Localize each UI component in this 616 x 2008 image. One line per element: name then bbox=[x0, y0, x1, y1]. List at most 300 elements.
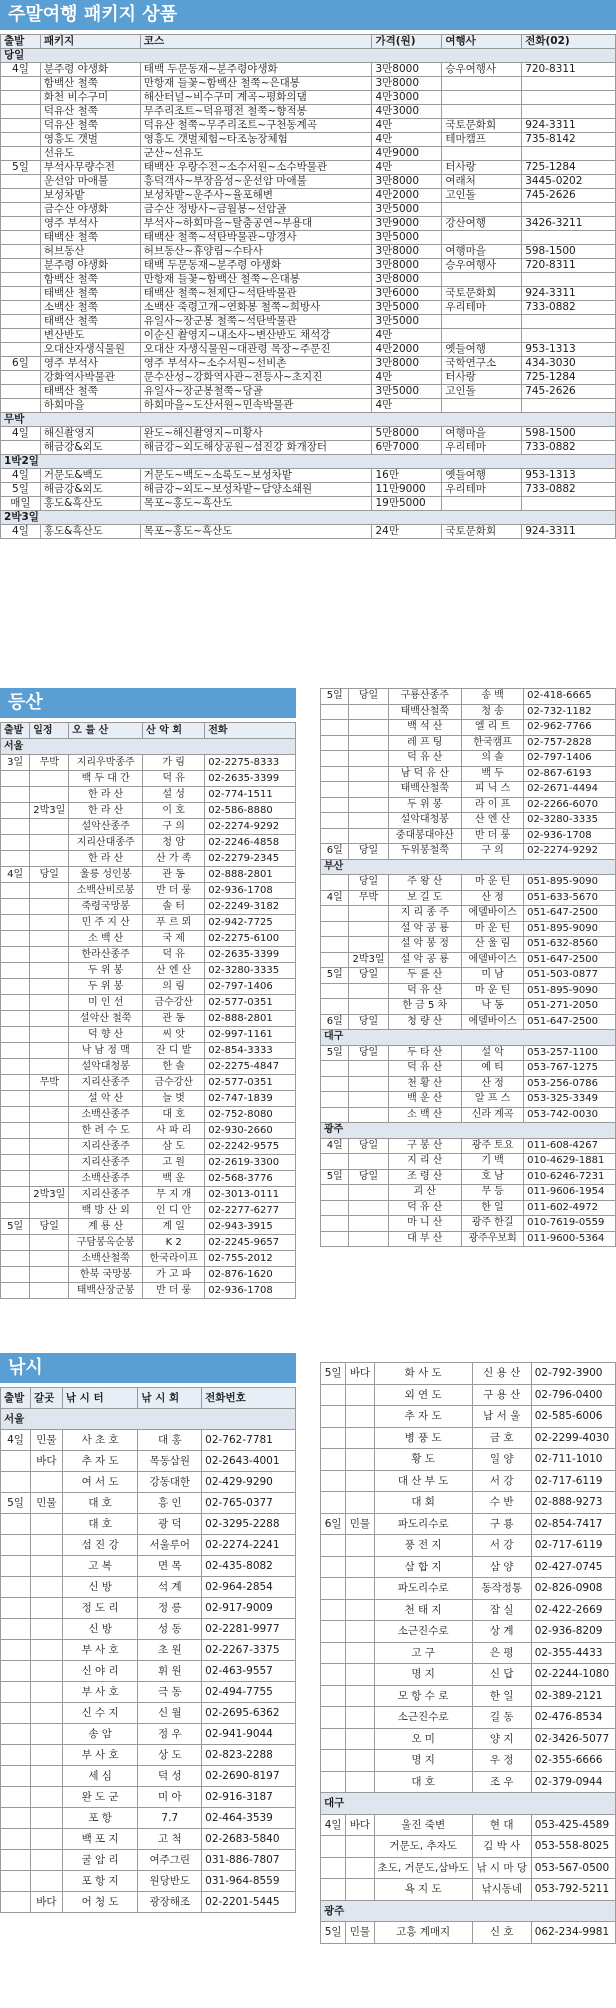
table-cell bbox=[346, 1621, 374, 1643]
table-row bbox=[321, 937, 616, 953]
table-cell: 3만5000 bbox=[372, 315, 442, 329]
table-cell: 괴 산 bbox=[388, 1185, 462, 1201]
table-cell: 051-632-8560 bbox=[524, 937, 616, 953]
table-cell bbox=[1, 979, 30, 995]
table-cell: 4만2000 bbox=[372, 343, 442, 357]
table-cell: 4일 bbox=[321, 890, 349, 906]
table-cell: 한국캠프 bbox=[462, 735, 524, 751]
table-cell: 434-3030 bbox=[522, 357, 616, 371]
table-cell: 02-463-9557 bbox=[202, 1661, 296, 1682]
table-cell: 죽령국망봉 bbox=[69, 899, 143, 915]
table-row bbox=[1, 1682, 296, 1703]
table-cell: 옛들여행 bbox=[442, 469, 522, 483]
fishing-grid-left bbox=[0, 1387, 296, 1913]
table-cell: 소백산종주 bbox=[69, 1171, 143, 1187]
table-cell: 해금강~외도해상공원~섬진강 화개장터 bbox=[140, 441, 372, 455]
table-cell: 051-647-2500 bbox=[524, 952, 616, 968]
table-cell: 02-762-7781 bbox=[202, 1430, 296, 1451]
table-cell bbox=[30, 1850, 62, 1871]
table-cell: 승우여행사 bbox=[442, 259, 522, 273]
table-row bbox=[321, 1107, 616, 1123]
table-cell: 운선암 마애불 bbox=[40, 175, 140, 189]
table-cell: 고인돌 bbox=[442, 189, 522, 203]
table-cell: 053-792-5211 bbox=[531, 1879, 615, 1901]
table-row bbox=[1, 175, 616, 189]
section-label: 광주 bbox=[321, 1123, 616, 1139]
table-cell: 낙 남 정 맥 bbox=[69, 1043, 143, 1059]
table-cell: 일 양 bbox=[472, 1449, 531, 1471]
table-cell: 완도~해신촬영지~미황사 bbox=[140, 427, 372, 441]
table-cell: 여행마을 bbox=[442, 245, 522, 259]
table-cell: 당일 bbox=[349, 875, 388, 891]
table-cell: 영흥도 갯벌 bbox=[40, 133, 140, 147]
table-cell: 구 룡 bbox=[472, 1513, 531, 1535]
table-cell: 산 울 림 bbox=[462, 937, 524, 953]
table-cell: 011-9606-1954 bbox=[524, 1185, 616, 1201]
table-cell bbox=[30, 1011, 69, 1027]
table-cell: 잠 실 bbox=[472, 1599, 531, 1621]
table-cell: 보 길 도 bbox=[388, 890, 462, 906]
table-cell: 오대산 자생식물원~대관령 목장~주문진 bbox=[140, 343, 372, 357]
table-cell: 산 정 bbox=[462, 1076, 524, 1092]
table-cell: 산 엔 산 bbox=[462, 813, 524, 829]
table-cell: 02-854-7417 bbox=[531, 1513, 615, 1535]
table-cell bbox=[1, 399, 41, 413]
table-cell bbox=[522, 497, 616, 511]
table-cell bbox=[1, 315, 41, 329]
table-row bbox=[321, 1014, 616, 1030]
table-row bbox=[1, 231, 616, 245]
table-row bbox=[1, 441, 616, 455]
table-cell bbox=[1, 1724, 31, 1745]
table-cell: 031-886-7807 bbox=[202, 1850, 296, 1871]
table-cell bbox=[349, 751, 388, 767]
table-cell: 승우여행사 bbox=[442, 63, 522, 77]
table-cell bbox=[1, 371, 41, 385]
table-row bbox=[1, 851, 296, 867]
table-cell: 병 풍 도 bbox=[374, 1427, 472, 1449]
table-cell: 예 티 bbox=[462, 1061, 524, 1077]
hiking-grid-right bbox=[320, 688, 616, 1247]
table-cell: 02-3280-3335 bbox=[524, 813, 616, 829]
table-cell: 반 더 룽 bbox=[143, 883, 205, 899]
table-cell: 파도리수로 bbox=[374, 1513, 472, 1535]
table-cell: 720-8311 bbox=[522, 63, 616, 77]
table-row bbox=[1, 1703, 296, 1724]
table-cell: 02-876-1620 bbox=[205, 1267, 296, 1283]
table-cell: 지리산종주 bbox=[69, 1075, 143, 1091]
table-cell bbox=[1, 1283, 30, 1299]
table-row bbox=[1, 259, 616, 273]
table-cell: 4일 bbox=[1, 867, 30, 883]
table-cell: 4만 bbox=[372, 399, 442, 413]
table-cell: 청 암 bbox=[143, 835, 205, 851]
table-cell bbox=[442, 273, 522, 287]
table-row bbox=[1, 1139, 296, 1155]
table-cell bbox=[1, 1251, 30, 1267]
table-cell bbox=[349, 1200, 388, 1216]
table-cell: 02-2643-4001 bbox=[202, 1451, 296, 1472]
table-cell: 분주령 야생화 bbox=[40, 259, 140, 273]
table-cell bbox=[346, 1879, 374, 1901]
table-row bbox=[1, 995, 296, 1011]
table-cell bbox=[346, 1750, 374, 1772]
table-cell: 설악대청봉 bbox=[388, 813, 462, 829]
table-cell: 국학연구소 bbox=[442, 357, 522, 371]
table-cell bbox=[1, 1267, 30, 1283]
table-cell: 해산터널~비수구미 계곡~평화의댐 bbox=[140, 91, 372, 105]
table-row bbox=[321, 1771, 616, 1793]
table-cell: 목동삼원 bbox=[138, 1451, 202, 1472]
table-cell: 6일 bbox=[321, 1014, 349, 1030]
table-row bbox=[1, 203, 616, 217]
table-cell bbox=[1, 1682, 31, 1703]
table-row bbox=[321, 1599, 616, 1621]
table-cell: 거문도, 추자도 bbox=[374, 1836, 472, 1858]
table-cell: 포 항 bbox=[62, 1808, 138, 1829]
table-cell bbox=[321, 797, 349, 813]
table-cell bbox=[522, 315, 616, 329]
table-cell bbox=[321, 1200, 349, 1216]
table-row bbox=[1, 1850, 296, 1871]
table-row bbox=[1, 469, 616, 483]
table-cell: 02-427-0745 bbox=[531, 1556, 615, 1578]
table-cell: 4일 bbox=[1, 469, 41, 483]
table-cell bbox=[1, 1059, 30, 1075]
table-cell bbox=[321, 766, 349, 782]
table-cell bbox=[30, 819, 69, 835]
column-header: 코스 bbox=[140, 35, 372, 49]
section-label: 서울 bbox=[1, 1409, 296, 1430]
table-cell bbox=[30, 1724, 62, 1745]
table-cell: 천 태 지 bbox=[374, 1599, 472, 1621]
table-cell: 마 운 틴 bbox=[462, 983, 524, 999]
table-cell: 유일사~장군봉 철쭉~석탄박물관 bbox=[140, 315, 372, 329]
table-row bbox=[321, 1664, 616, 1686]
table-cell: 3만5000 bbox=[372, 231, 442, 245]
table-row bbox=[1, 77, 616, 91]
table-cell: 신라 계곡 bbox=[462, 1107, 524, 1123]
table-cell: K 2 bbox=[143, 1235, 205, 1251]
table-cell: 백 석 산 bbox=[388, 720, 462, 736]
table-cell: 의 림 bbox=[143, 979, 205, 995]
table-cell: 마 운 틴 bbox=[462, 875, 524, 891]
table-cell: 02-936-1708 bbox=[205, 1283, 296, 1299]
table-row bbox=[1, 1235, 296, 1251]
table-cell: 영주 부석사 bbox=[40, 357, 140, 371]
table-cell bbox=[442, 497, 522, 511]
table-cell bbox=[346, 1449, 374, 1471]
table-cell: 남 서 울 bbox=[472, 1406, 531, 1428]
table-cell: 두 위 봉 bbox=[388, 797, 462, 813]
table-cell: 허브동산~휴양림~수타사 bbox=[140, 245, 372, 259]
table-row bbox=[1, 1203, 296, 1219]
table-cell: 삼 합 지 bbox=[374, 1556, 472, 1578]
table-cell: 태백산장군봉 bbox=[69, 1283, 143, 1299]
table-cell: 02-476-8534 bbox=[531, 1707, 615, 1729]
table-row bbox=[1, 803, 296, 819]
table-cell: 대 홍 bbox=[138, 1430, 202, 1451]
table-cell: 신 방 bbox=[62, 1619, 138, 1640]
table-cell: 02-2635-3399 bbox=[205, 771, 296, 787]
table-cell: 02-774-1511 bbox=[205, 787, 296, 803]
table-cell: 두 위 봉 bbox=[69, 979, 143, 995]
table-row bbox=[1, 1514, 296, 1535]
table-row bbox=[321, 1449, 616, 1471]
table-cell: 초 원 bbox=[138, 1640, 202, 1661]
table-cell bbox=[30, 771, 69, 787]
table-cell: 053-767-1275 bbox=[524, 1061, 616, 1077]
table-cell: 덕 유 산 bbox=[388, 983, 462, 999]
table-cell bbox=[321, 720, 349, 736]
table-cell: 변산반도 bbox=[40, 329, 140, 343]
table-cell bbox=[30, 1027, 69, 1043]
table-cell: 늘 벗 bbox=[143, 1091, 205, 1107]
table-cell: 지리산종주 bbox=[69, 1187, 143, 1203]
table-cell bbox=[1, 1451, 31, 1472]
table-cell bbox=[349, 782, 388, 798]
table-cell: 5일 bbox=[1, 1219, 30, 1235]
table-cell: 24만 bbox=[372, 525, 442, 539]
table-row bbox=[321, 875, 616, 891]
table-cell: 서 강 bbox=[472, 1535, 531, 1557]
table-cell: 정 릉 bbox=[138, 1598, 202, 1619]
table-row bbox=[1, 931, 296, 947]
table-cell: 구담봉옥순봉 bbox=[69, 1235, 143, 1251]
table-cell: 미 인 선 bbox=[69, 995, 143, 1011]
table-cell: 여 서 도 bbox=[62, 1472, 138, 1493]
table-row bbox=[1, 147, 616, 161]
table-row bbox=[321, 1535, 616, 1557]
table-cell: 무박 bbox=[30, 1075, 69, 1091]
column-header: 출발 bbox=[1, 35, 41, 49]
table-row bbox=[1, 189, 616, 203]
table-cell: 화 사 도 bbox=[374, 1363, 472, 1385]
table-cell: 설악산종주 bbox=[69, 819, 143, 835]
table-cell bbox=[349, 813, 388, 829]
table-cell bbox=[1, 915, 30, 931]
table-cell bbox=[442, 147, 522, 161]
table-cell bbox=[321, 983, 349, 999]
table-cell: 화천 비수구미 bbox=[40, 91, 140, 105]
table-row bbox=[1, 1766, 296, 1787]
table-row bbox=[321, 1750, 616, 1772]
table-cell: 옛들여행 bbox=[442, 343, 522, 357]
table-row bbox=[1, 1219, 296, 1235]
table-cell: 소백산 철쭉 bbox=[40, 301, 140, 315]
table-cell: 한라산종주 bbox=[69, 947, 143, 963]
table-cell: 선유도 bbox=[40, 147, 140, 161]
table-cell bbox=[1, 899, 30, 915]
header-row bbox=[1, 1388, 296, 1409]
table-cell bbox=[1, 803, 30, 819]
table-cell bbox=[321, 1185, 349, 1201]
table-row bbox=[1, 91, 616, 105]
table-cell: 태백산철쭉 bbox=[388, 704, 462, 720]
table-cell: 02-3013-0111 bbox=[205, 1187, 296, 1203]
table-row bbox=[1, 963, 296, 979]
table-cell: 지 리 종 주 bbox=[388, 906, 462, 922]
table-row bbox=[321, 751, 616, 767]
table-cell: 02-2274-9292 bbox=[205, 819, 296, 835]
table-cell: 수 반 bbox=[472, 1492, 531, 1514]
table-cell: 02-2277-6277 bbox=[205, 1203, 296, 1219]
table-cell: 국토문화회 bbox=[442, 119, 522, 133]
table-row bbox=[1, 1871, 296, 1892]
table-cell: 02-2201-5445 bbox=[202, 1892, 296, 1913]
table-cell bbox=[321, 1154, 349, 1170]
table-row bbox=[321, 1138, 616, 1154]
table-cell: 바다 bbox=[346, 1814, 374, 1836]
table-cell: 보성차밭~운주사~율포해변 bbox=[140, 189, 372, 203]
table-cell: 설 악 공 룡 bbox=[388, 921, 462, 937]
table-cell bbox=[321, 735, 349, 751]
table-cell: 하회마을 bbox=[40, 399, 140, 413]
table-row bbox=[1, 63, 616, 77]
section-label: 1박2일 bbox=[1, 455, 616, 469]
table-cell: 태백 두문동재~분주령야생화 bbox=[140, 63, 372, 77]
table-cell bbox=[1, 1091, 30, 1107]
table-cell: 구 의 bbox=[143, 819, 205, 835]
table-cell: 백 두 bbox=[462, 766, 524, 782]
table-cell bbox=[522, 203, 616, 217]
table-cell bbox=[522, 231, 616, 245]
table-cell: 대 회 bbox=[374, 1492, 472, 1514]
table-cell: 국 제 bbox=[143, 931, 205, 947]
table-cell: 02-568-3776 bbox=[205, 1171, 296, 1187]
table-cell bbox=[1, 287, 41, 301]
table-cell: 010-6246-7231 bbox=[524, 1169, 616, 1185]
table-cell: 02-732-1182 bbox=[524, 704, 616, 720]
table-cell: 무 등 bbox=[462, 1185, 524, 1201]
table-cell: 02-765-0377 bbox=[202, 1493, 296, 1514]
table-cell: 상 계 bbox=[472, 1621, 531, 1643]
table-cell: 해금강&외도 bbox=[40, 441, 140, 455]
table-row bbox=[1, 835, 296, 851]
table-cell bbox=[346, 1857, 374, 1879]
column-header: 여행사 bbox=[442, 35, 522, 49]
table-cell: 유일사~장군봉철쭉~당골 bbox=[140, 385, 372, 399]
table-cell bbox=[321, 1599, 346, 1621]
table-row bbox=[1, 819, 296, 835]
table-cell bbox=[522, 77, 616, 91]
table-row bbox=[1, 1251, 296, 1267]
table-cell: 허브동산 bbox=[40, 245, 140, 259]
table-cell: 02-796-0400 bbox=[531, 1384, 615, 1406]
table-cell: 02-854-3333 bbox=[205, 1043, 296, 1059]
table-cell: 5일 bbox=[321, 1363, 346, 1385]
section-label: 2박3일 bbox=[1, 511, 616, 525]
table-cell: 733-0882 bbox=[522, 441, 616, 455]
table-row bbox=[1, 497, 616, 511]
table-cell bbox=[30, 1107, 69, 1123]
table-cell: 만항재 들꽃~함백산 철쭉~은대봉 bbox=[140, 77, 372, 91]
table-cell bbox=[321, 782, 349, 798]
table-cell: 02-2695-6362 bbox=[202, 1703, 296, 1724]
table-cell bbox=[30, 1267, 69, 1283]
table-cell: 명 지 bbox=[374, 1750, 472, 1772]
table-cell: 태백산 철쭉 bbox=[40, 315, 140, 329]
table-cell: 02-2690-8197 bbox=[202, 1766, 296, 1787]
table-cell: 낚시동네 bbox=[472, 1879, 531, 1901]
table-cell: 02-2299-4030 bbox=[531, 1427, 615, 1449]
table-row bbox=[1, 1535, 296, 1556]
table-cell: 설 성 bbox=[143, 787, 205, 803]
table-cell bbox=[1, 441, 41, 455]
table-cell bbox=[1, 1235, 30, 1251]
table-cell: 5일 bbox=[321, 1045, 349, 1061]
table-cell: 053-325-3349 bbox=[524, 1092, 616, 1108]
table-cell: 3만9000 bbox=[372, 217, 442, 231]
table-row bbox=[1, 1430, 296, 1451]
table-cell: 02-792-3900 bbox=[531, 1363, 615, 1385]
table-row bbox=[1, 1808, 296, 1829]
table-cell: 4만3000 bbox=[372, 91, 442, 105]
table-cell: 02-930-2660 bbox=[205, 1123, 296, 1139]
table-cell: 02-577-0351 bbox=[205, 995, 296, 1011]
table-cell: 3만8000 bbox=[372, 245, 442, 259]
table-row bbox=[321, 1578, 616, 1600]
table-cell: 598-1500 bbox=[522, 427, 616, 441]
table-cell: 2박3일 bbox=[30, 803, 69, 819]
table-cell: 11만9000 bbox=[372, 483, 442, 497]
table-cell: 3만8000 bbox=[372, 259, 442, 273]
table-cell bbox=[30, 835, 69, 851]
table-cell: 2박3일 bbox=[349, 952, 388, 968]
column-header: 전화 bbox=[205, 723, 296, 739]
table-cell: 4만 bbox=[372, 133, 442, 147]
table-cell: 흥 인 bbox=[138, 1493, 202, 1514]
table-cell bbox=[349, 720, 388, 736]
table-row bbox=[321, 1406, 616, 1428]
table-cell bbox=[349, 704, 388, 720]
table-cell: 바다 bbox=[346, 1363, 374, 1385]
table-cell: 조 우 bbox=[472, 1771, 531, 1793]
table-cell: 6일 bbox=[321, 1513, 346, 1535]
table-cell: 설 악 bbox=[462, 1045, 524, 1061]
table-cell bbox=[30, 1043, 69, 1059]
table-cell: 4만 bbox=[372, 329, 442, 343]
table-cell bbox=[346, 1771, 374, 1793]
section-label: 무박 bbox=[1, 413, 616, 427]
table-cell bbox=[321, 1642, 346, 1664]
table-cell bbox=[30, 1871, 62, 1892]
table-cell bbox=[1, 1203, 30, 1219]
table-cell: 금수산 야생화 bbox=[40, 203, 140, 217]
table-row bbox=[1, 1451, 296, 1472]
table-cell: 02-355-6666 bbox=[531, 1750, 615, 1772]
table-cell: 거문도~백도~소록도~보성차밭 bbox=[140, 469, 372, 483]
table-row bbox=[1, 1724, 296, 1745]
table-row bbox=[1, 1892, 296, 1913]
table-cell: 02-3280-3335 bbox=[205, 963, 296, 979]
section-label: 광주 bbox=[321, 1900, 616, 1922]
table-cell: 파도리수로 bbox=[374, 1578, 472, 1600]
table-row bbox=[321, 1169, 616, 1185]
table-cell: 라 이 프 bbox=[462, 797, 524, 813]
table-cell: 02-2619-3300 bbox=[205, 1155, 296, 1171]
table-row bbox=[321, 720, 616, 736]
table-cell: 02-757-2828 bbox=[524, 735, 616, 751]
table-cell bbox=[1, 1075, 30, 1091]
table-cell: 관 동 bbox=[143, 867, 205, 883]
table-cell bbox=[30, 1251, 69, 1267]
table-cell bbox=[1, 343, 41, 357]
table-cell: 레 프 팅 bbox=[388, 735, 462, 751]
table-cell bbox=[349, 906, 388, 922]
table-cell: 설 악 봉 정 bbox=[388, 937, 462, 953]
table-cell: 02-867-6193 bbox=[524, 766, 616, 782]
